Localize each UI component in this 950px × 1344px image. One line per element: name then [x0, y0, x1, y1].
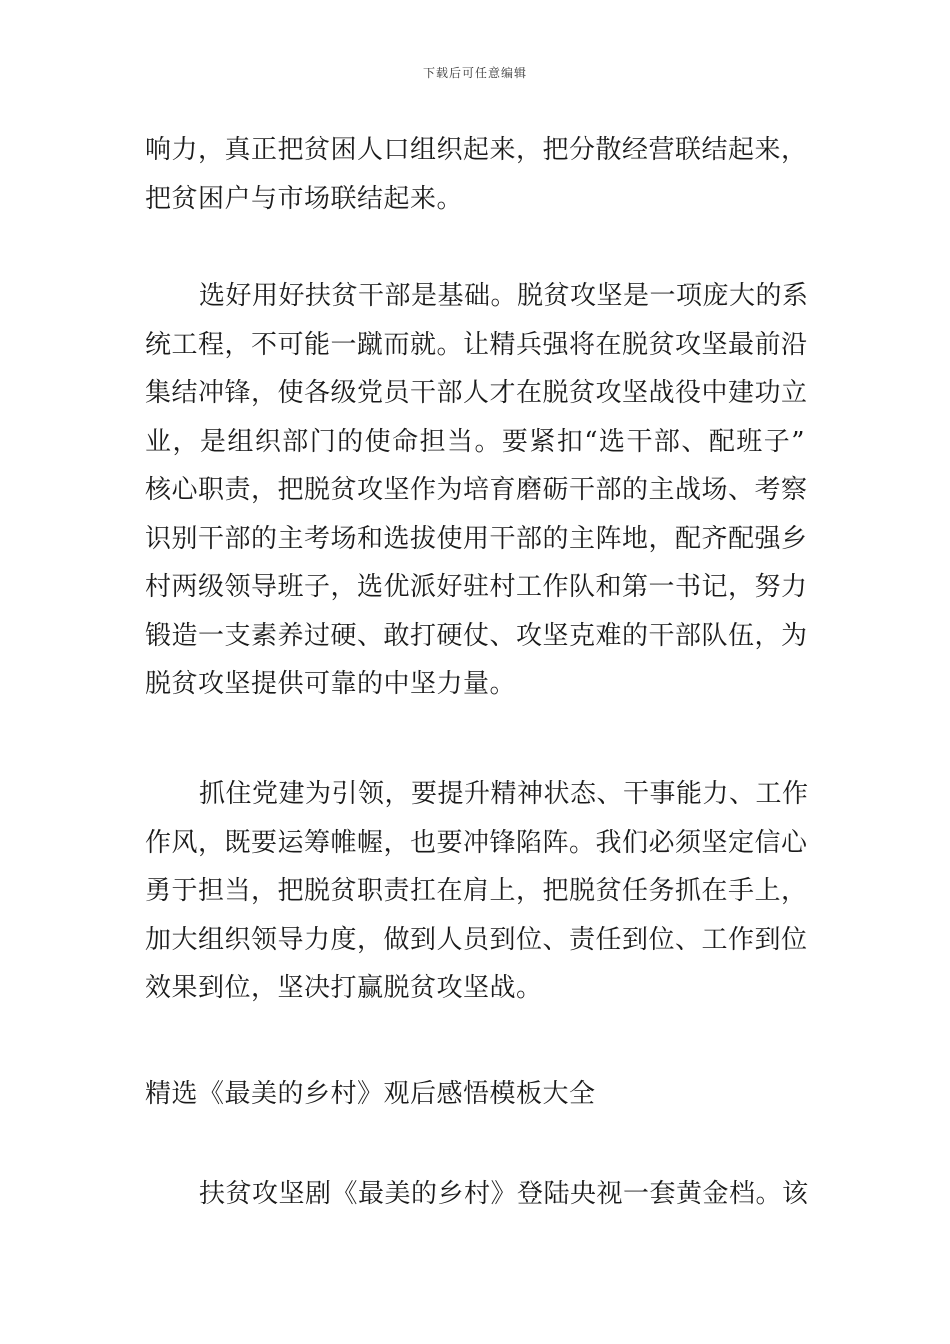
text-line: 集结冲锋，使各级党员干部人才在脱贫攻坚战役中建功立: [145, 378, 808, 408]
text-line: 精选《最美的乡村》观后感悟模板大全: [145, 1079, 596, 1109]
text-line: 核心职责，把脱贫攻坚作为培育磨砺干部的主战场、考察: [145, 475, 808, 505]
text-line: 选好用好扶贫干部是基础。脱贫攻坚是一项庞大的系: [199, 281, 809, 311]
text-line: 加大组织领导力度，做到人员到位、责任到位、工作到位: [145, 924, 808, 955]
page-header: 下载后可任意编辑: [422, 66, 527, 80]
paragraph-continuation: [145, 126, 808, 223]
text-line: 勇于担当，把脱贫职责扛在肩上，把脱贫任务抓在手上，: [145, 876, 808, 906]
paragraph-cadres: [145, 272, 809, 709]
text-line: 锻造一支素养过硬、敢打硬仗、攻坚克难的干部队伍，为: [145, 620, 808, 651]
text-line: 识别干部的主考场和选拔使用干部的主阵地，配齐配强乡: [145, 523, 808, 554]
text-line: 抓住党建为引领，要提升精神状态、干事能力、工作: [199, 779, 809, 809]
text-line: 统工程，不可能一蹴而就。让精兵强将在脱贫攻坚最前沿: [145, 329, 808, 360]
text-line: 效果到位，坚决打赢脱贫攻坚战。: [145, 973, 543, 1003]
text-line: 作风，既要运筹帷幄，也要冲锋陷阵。我们必须坚定信心: [145, 827, 808, 858]
text-line: 脱贫攻坚提供可靠的中坚力量。: [145, 669, 517, 699]
text-line: 响力，真正把贫困人口组织起来，把分散经营联结起来，: [145, 135, 808, 165]
text-line: 业，是组织部门的使命担当。要紧扣“选干部、配班子”: [145, 426, 805, 457]
text-line: 村两级领导班子，选优派好驻村工作队和第一书记，努力: [145, 572, 808, 602]
section-title: [145, 1070, 805, 1119]
text-line: 把贫困户与市场联结起来。: [145, 183, 464, 214]
text-line: 扶贫攻坚剧《最美的乡村》登陆央视一套黄金档。该: [199, 1179, 809, 1209]
paragraph-party-building: [145, 770, 809, 1013]
paragraph-drama: [145, 1170, 809, 1219]
